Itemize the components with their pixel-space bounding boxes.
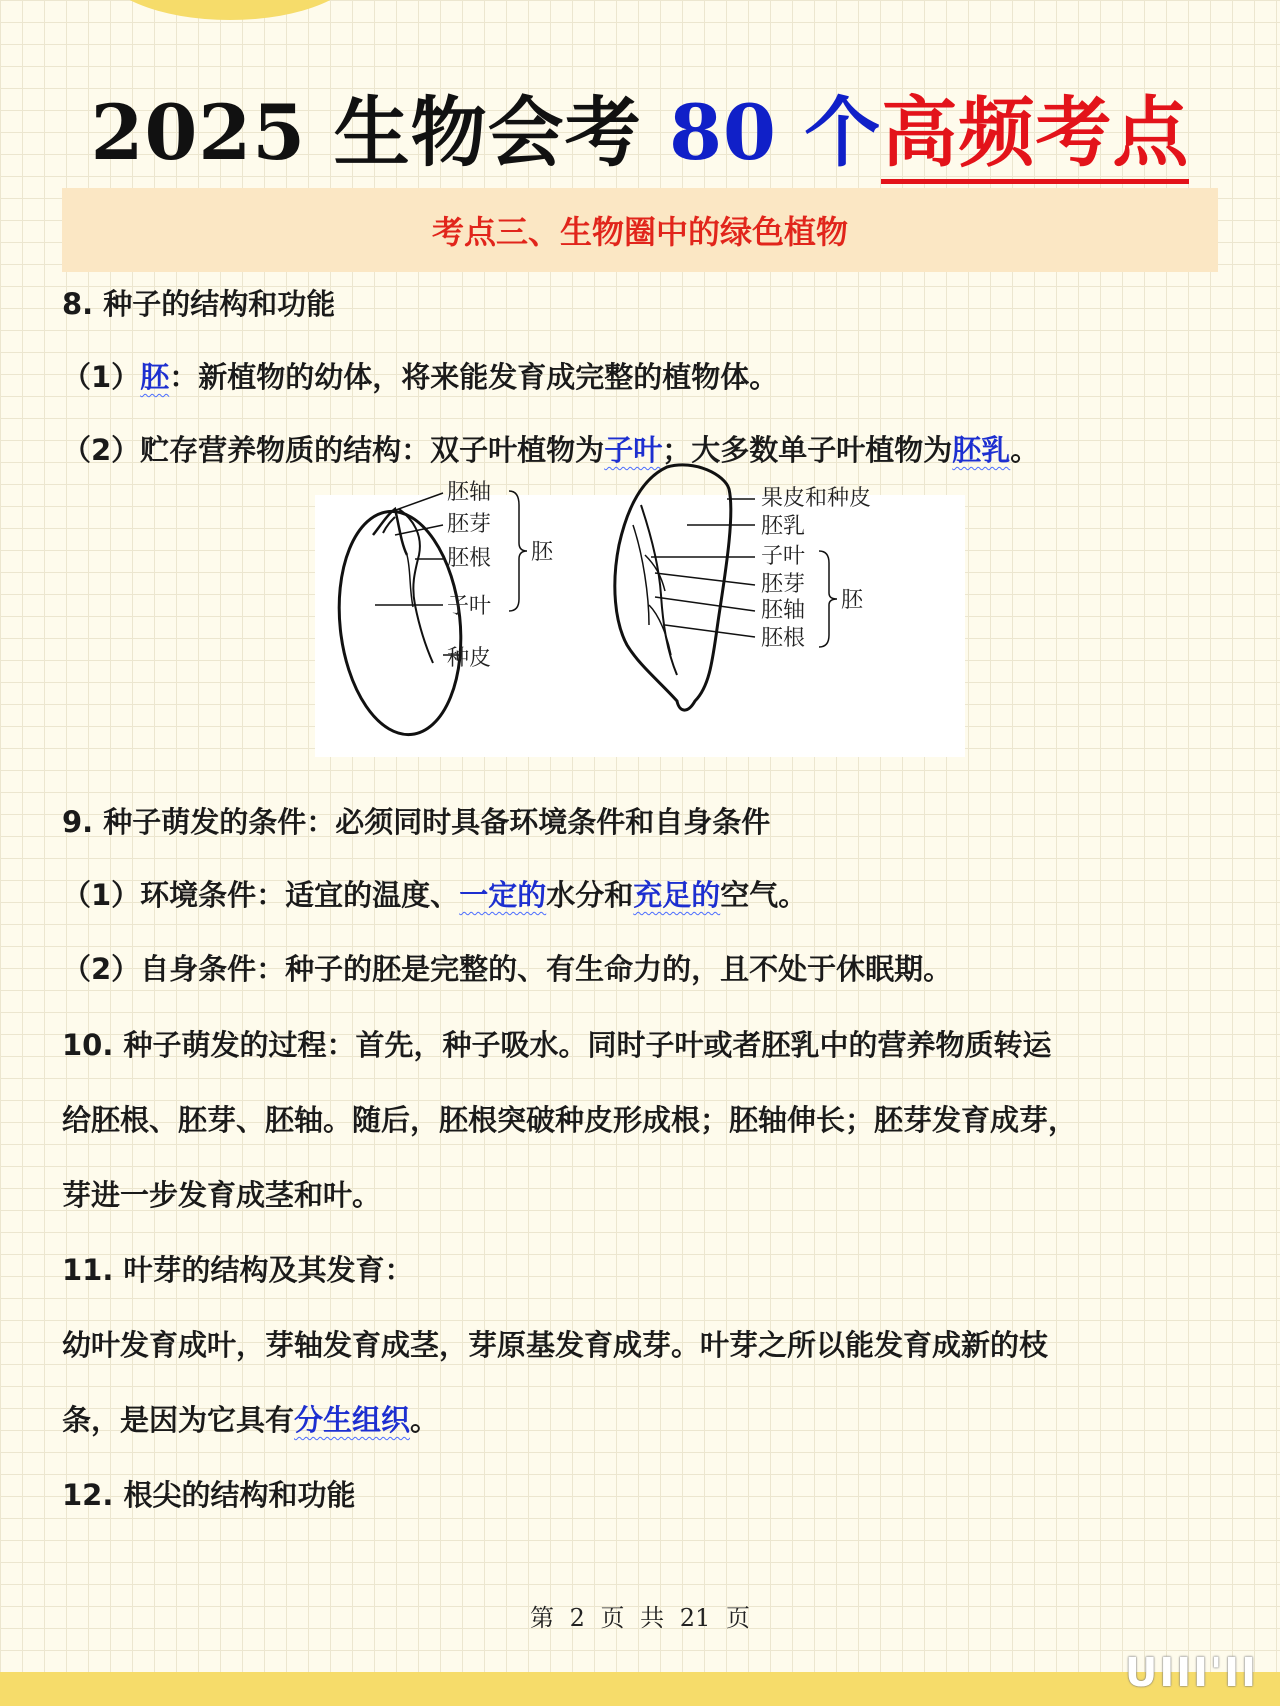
- text: （2）贮存营养物质的结构：双子叶植物为: [62, 433, 605, 467]
- corn-label-plumule: 胚芽: [761, 572, 806, 597]
- point-9-line-2: （2）自身条件：种子的胚是完整的、有生命力的，且不处于休眠期。: [62, 952, 953, 986]
- text: （1）: [62, 360, 141, 394]
- title-part-count: 80 个: [669, 88, 882, 177]
- highlight-term: 子叶: [604, 433, 663, 467]
- corner-decoration: [100, 0, 360, 20]
- text: 条，是因为它具有: [62, 1403, 295, 1437]
- highlight-term: 胚乳: [952, 433, 1011, 467]
- text: 。: [1010, 433, 1040, 467]
- point-8-line-1: [62, 355, 778, 396]
- bean-label-radicle: 胚根: [447, 546, 492, 571]
- corn-seed-drawing: [615, 465, 731, 710]
- bean-labels: [447, 480, 554, 671]
- section-header: 考点三、生物圈中的绿色植物: [62, 188, 1218, 272]
- bottom-decoration-bar: [0, 1672, 1280, 1706]
- seed-structure-figure: [315, 480, 965, 757]
- bean-label-embryo: 胚: [531, 540, 554, 565]
- page-number: 第 2 页 共 21 页: [530, 1604, 750, 1632]
- text: 。: [410, 1403, 440, 1437]
- corn-leader-lines: [651, 499, 755, 637]
- watermark-logo: UIII'II: [1124, 1650, 1258, 1696]
- text: 水分和: [546, 878, 634, 912]
- point-10-line-3: 芽进一步发育成茎和叶。: [62, 1178, 382, 1212]
- bean-label-plumule: 胚芽: [447, 512, 492, 537]
- seed-diagram: [315, 480, 965, 757]
- title-part-highlight: 高频考点: [881, 88, 1189, 184]
- highlight-term: 充足的: [633, 878, 721, 912]
- corn-label-pericarp: 果皮和种皮: [761, 486, 872, 511]
- point-8-heading: 8. 种子的结构和功能: [62, 287, 336, 321]
- text: 空气。: [720, 878, 808, 912]
- corn-labels: [761, 486, 871, 651]
- text: ：新植物的幼体，将来能发育成完整的植物体。: [169, 360, 779, 394]
- corn-label-hypocotyl: 胚轴: [761, 598, 806, 623]
- corn-label-cotyledon: 子叶: [761, 544, 806, 569]
- point-10-line-1: 10. 种子萌发的过程：首先，种子吸水。同时子叶或者胚乳中的营养物质转运: [62, 1028, 1052, 1062]
- highlight-term: 一定的: [459, 878, 547, 912]
- bean-label-hypocotyl: 胚轴: [447, 480, 492, 505]
- point-12-heading: 12. 根尖的结构和功能: [62, 1478, 356, 1512]
- title-part-year: 2025 生物会考: [90, 88, 670, 177]
- corn-label-radicle: 胚根: [761, 626, 806, 651]
- point-11-line-1: 幼叶发育成叶，芽轴发育成茎，芽原基发育成芽。叶芽之所以能发育成新的枝: [62, 1328, 1049, 1362]
- highlight-term: 分生组织: [294, 1403, 411, 1437]
- bean-label-cotyledon: 子叶: [447, 594, 492, 619]
- corn-label-endosperm: 胚乳: [761, 514, 806, 539]
- text: ；大多数单子叶植物为: [662, 433, 953, 467]
- bean-label-seed-coat: 种皮: [447, 646, 492, 671]
- point-11-heading: 11. 叶芽的结构及其发育：: [62, 1253, 414, 1287]
- text: （1）环境条件：适宜的温度、: [62, 878, 460, 912]
- point-10-line-2: 给胚根、胚芽、胚轴。随后，胚根突破种皮形成根；胚轴伸长；胚芽发育成芽，: [62, 1103, 1078, 1137]
- page-title: [0, 72, 1280, 181]
- highlight-term: 胚: [140, 360, 170, 394]
- point-9-line-1: [62, 873, 807, 914]
- point-8-line-2: [62, 428, 1039, 469]
- bean-seed-drawing: [329, 505, 472, 740]
- point-11-line-2: [62, 1398, 439, 1439]
- corn-label-embryo: 胚: [841, 588, 864, 613]
- point-9-heading: 9. 种子萌发的条件：必须同时具备环境条件和自身条件: [62, 805, 771, 839]
